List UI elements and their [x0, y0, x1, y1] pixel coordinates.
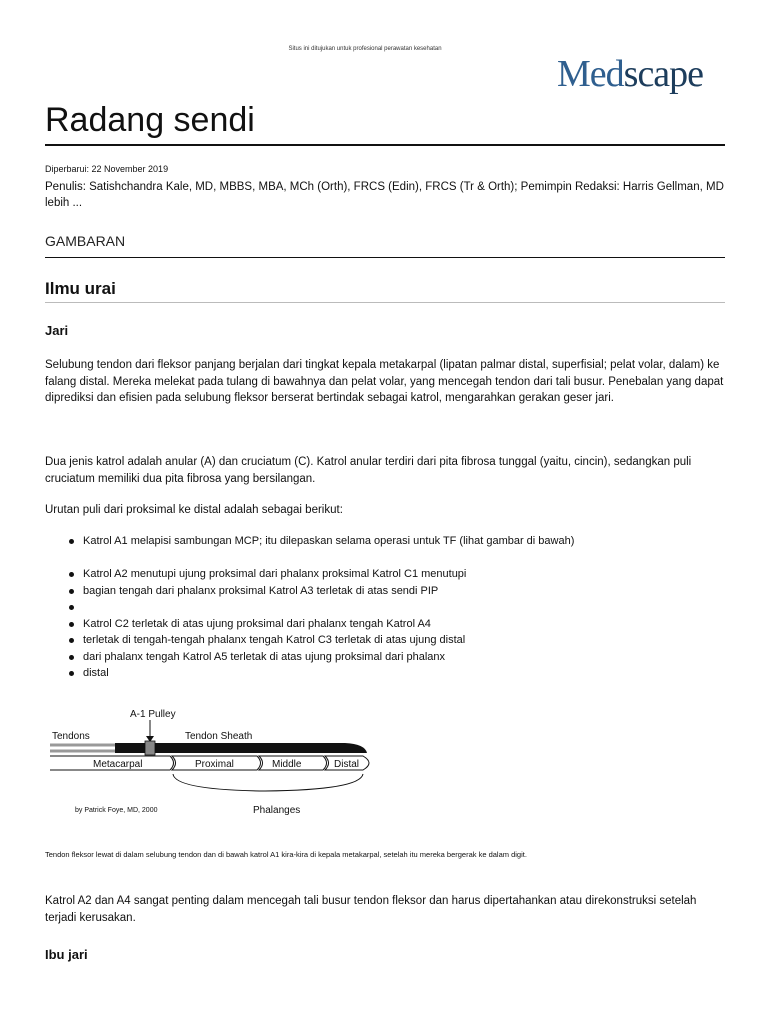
paragraph-a2-a4: Katrol A2 dan A4 sangat penting dalam mencegah tali busur tendon fleksor dan harus dipertahankan atau direkonstruksi setelah terjadi kerusakan. [45, 895, 697, 924]
paragraph-sheath: Selubung tendon dari fleksor panjang berjalan dari tingkat kepala metakarpal (lipatan palmar distal, superfisial; pelat volar, dalam) ke falang distal. Mereka melekat pada tulang di bawahnya dan pelat volar, yang mencegah tendon dari tali busur. Penebalan yang dapat diprediksi dan efisien pada selubung fleksor berserat bertindak sebagai katrol, mengarahkan gerakan geser jari. [45, 359, 724, 404]
pulley-list-1 [45, 533, 725, 550]
list-item: terletak di tengah-tengah phalanx tengah Katrol C3 terletak di atas ujung distal [45, 632, 725, 649]
section-heading-divider [45, 302, 725, 303]
pulley-diagram [45, 702, 375, 822]
phalanges-bracket [173, 774, 363, 791]
paragraph-pulley-order: Urutan puli dari proksimal ke distal adalah sebagai berikut: [45, 504, 343, 516]
pulley-list-2 [45, 566, 725, 682]
label-metacarpal: Metacarpal [93, 759, 143, 770]
label-distal: Distal [334, 759, 360, 770]
figure-credit: by Patrick Foye, MD, 2000 [75, 807, 158, 814]
section-tab-overview[interactable]: GAMBARAN [45, 233, 126, 249]
page-title: Radang sendi [45, 101, 255, 139]
audience-notice: Situs ini ditujukan untuk profesional perawatan kesehatan [288, 46, 442, 52]
label-a1-pulley: A-1 Pulley [130, 709, 176, 720]
label-tendon-sheath: Tendon Sheath [185, 731, 253, 742]
medscape-logo[interactable] [557, 54, 703, 94]
list-item: Katrol A2 menutupi ujung proksimal dari phalanx proksimal Katrol C1 menutupi [45, 566, 725, 583]
a1-pulley-band [145, 741, 155, 755]
authors-line: Penulis: Satishchandra Kale, MD, MBBS, MBA, MCh (Orth), FRCS (Edin), FRCS (Tr & Orth); Pemimpin Redaksi: Harris Gellman, MD lebih ... [45, 181, 724, 209]
paragraph-pulley-types: Dua jenis katrol adalah anular (A) dan cruciatum (C). Katrol anular terdiri dari pita fibrosa tunggal (yaitu, cincin), sedangkan puli cruciatum memiliki dua pita fibrosa yang bersilangan. [45, 456, 692, 485]
sub-heading-thumb: Ibu jari [45, 947, 88, 962]
logo-scape-text: scape [623, 53, 704, 95]
list-item [45, 599, 725, 616]
title-divider [45, 144, 725, 146]
list-item: dari phalanx tengah Katrol A5 terletak di atas ujung proksimal dari phalanx [45, 649, 725, 666]
section-tab-divider [45, 257, 725, 258]
list-item: distal [45, 665, 725, 682]
label-proximal: Proximal [195, 759, 234, 770]
label-tendons: Tendons [52, 731, 90, 742]
updated-date: Diperbarui: 22 November 2019 [45, 164, 169, 174]
list-item: Katrol A1 melapisi sambungan MCP; itu dilepaskan selama operasi untuk TF (lihat gambar di bawah) [45, 533, 725, 550]
figure-caption: Tendon fleksor lewat di dalam selubung tendon dan di bawah katrol A1 kira-kira di kepala metakarpal, setelah itu mereka bergerak ke dalam digit. [45, 850, 527, 859]
list-item: Katrol C2 terletak di atas ujung proksimal dari phalanx tengah Katrol A4 [45, 616, 725, 633]
label-middle: Middle [272, 759, 302, 770]
section-heading: Ilmu urai [45, 279, 116, 298]
label-phalanges: Phalanges [253, 805, 301, 816]
logo-med-text: Med [557, 53, 624, 95]
sub-heading-fingers: Jari [45, 323, 69, 338]
list-item: bagian tengah dari phalanx proksimal Katrol A3 terletak di atas sendi PIP [45, 583, 725, 600]
